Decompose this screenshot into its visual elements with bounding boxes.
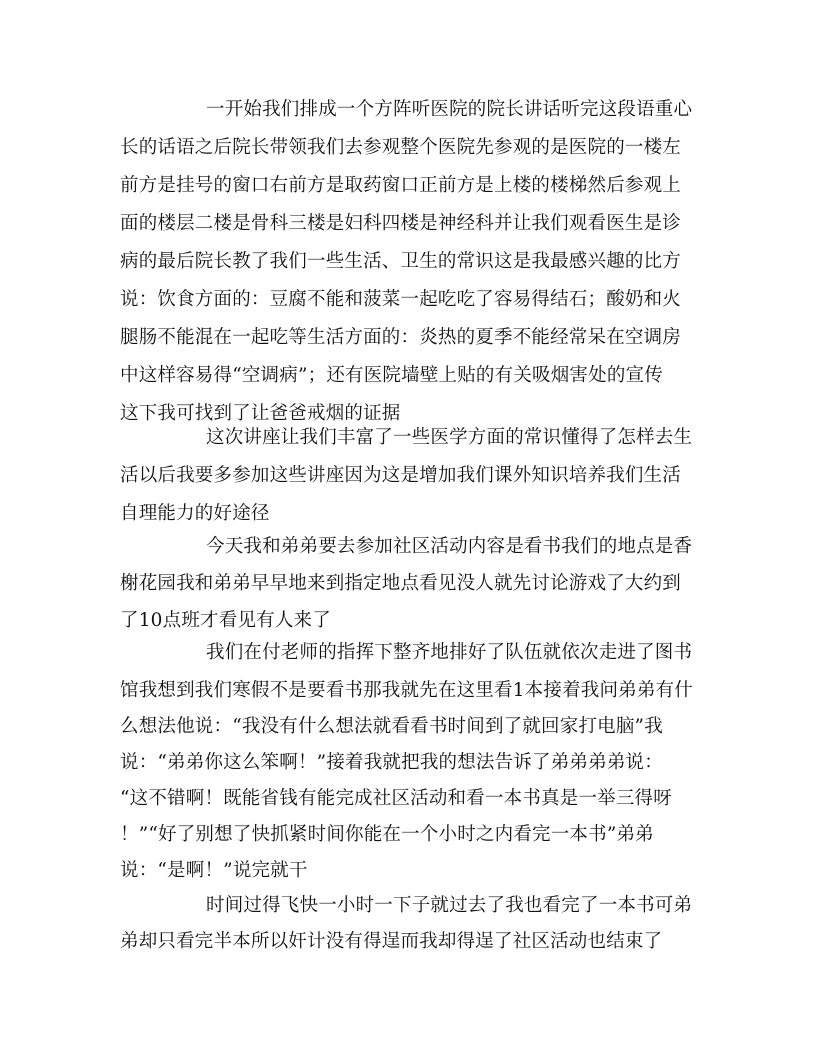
- paragraph-1-line-8: 中这样容易得“空调病”；还有医院墙壁上贴的有关吸烟害处的宣传: [120, 365, 663, 386]
- paragraph-1-line-7: 腿肠不能混在一起吃等生活方面的：炎热的夏季不能经常呆在空调房: [120, 327, 682, 348]
- paragraph-3-line-3: 了10点班才看见有人来了: [120, 610, 331, 631]
- paragraph-1-line-3: 前方是挂号的窗口右前方是取药窗口正前方是上楼的楼梯然后参观上: [120, 175, 682, 196]
- paragraph-2-line-1: 这次讲座让我们丰富了一些医学方面的常识懂得了怎样去生: [206, 427, 693, 448]
- document-page: [120, 0, 700, 1056]
- paragraph-1-line-5: 病的最后院长教了我们一些生活、卫生的常识这是我最感兴趣的比方: [120, 251, 682, 272]
- paragraph-5-line-1: 时间过得飞快一小时一下子就过去了我也看完了一本书可弟: [206, 895, 693, 916]
- paragraph-4-line-5: “这不错啊！既能省钱有能完成社区活动和看一本书真是一举三得呀: [120, 788, 672, 809]
- paragraph-1-line-1: 一开始我们排成一个方阵听医院的院长讲话听完这段语重心: [206, 99, 693, 120]
- paragraph-3-line-1: 今天我和弟弟要去参加社区活动内容是看书我们的地点是香: [206, 536, 693, 557]
- paragraph-2-line-3: 自理能力的好途径: [120, 503, 270, 524]
- paragraph-4-line-6: ！”“好了别想了快抓紧时间你能在一个小时之内看完一本书”弟弟: [120, 824, 654, 845]
- paragraph-1-line-4: 面的楼层二楼是骨科三楼是妇科四楼是神经科并让我们观看医生是诊: [120, 213, 682, 234]
- paragraph-5-line-2: 弟却只看完半本所以奸计没有得逞而我却得逞了社区活动也结束了: [120, 931, 663, 952]
- paragraph-1-line-9: 这下我可找到了让爸爸戒烟的证据: [120, 403, 401, 424]
- paragraph-4-line-2: 馆我想到我们寒假不是要看书那我就先在这里看1本接着我问弟弟有什: [120, 680, 693, 701]
- paragraph-3-line-2: 榭花园我和弟弟早早地来到指定地点看见没人就先讨论游戏了大约到: [120, 573, 682, 594]
- paragraph-4-line-4: 说：“弟弟你这么笨啊！”接着我就把我的想法告诉了弟弟弟弟说：: [120, 752, 663, 773]
- paragraph-4-line-1: 我们在付老师的指挥下整齐地排好了队伍就依次走进了图书: [206, 642, 693, 663]
- paragraph-1-line-2: 长的话语之后院长带领我们去参观整个医院先参观的是医院的一楼左: [120, 137, 682, 158]
- paragraph-4-line-7: 说：“是啊！”说完就干: [120, 860, 308, 881]
- paragraph-1-line-6: 说：饮食方面的：豆腐不能和菠菜一起吃吃了容易得结石；酸奶和火: [120, 289, 682, 310]
- paragraph-4-line-3: 么想法他说：“我没有什么想法就看看书时间到了就回家打电脑”我: [120, 716, 663, 737]
- paragraph-2-line-2: 活以后我要多参加这些讲座因为这是增加我们课外知识培养我们生活: [120, 465, 682, 486]
